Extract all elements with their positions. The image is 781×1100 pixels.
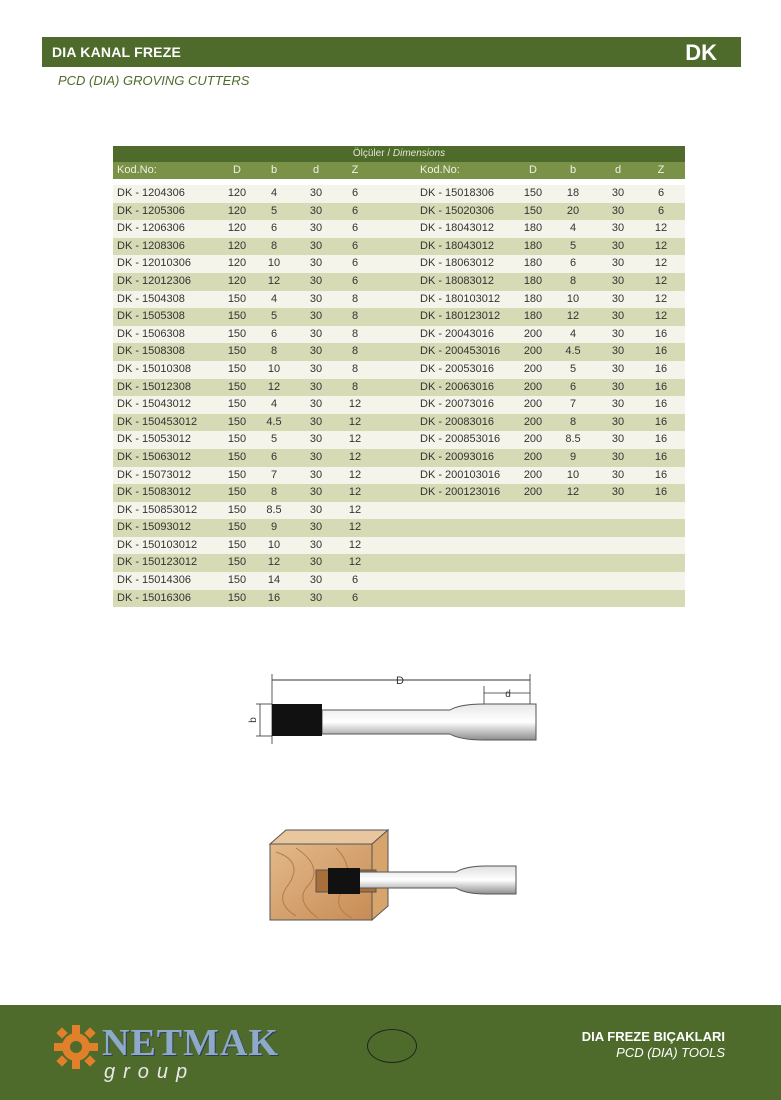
cell-D-right: 150	[523, 187, 543, 199]
cell-b-right: 8.5	[565, 433, 581, 446]
cell-Z: 8	[351, 310, 359, 323]
cutter-dimension-diagram	[240, 668, 540, 748]
cell-D: 150	[227, 556, 247, 569]
table-row	[113, 361, 685, 379]
table-body	[113, 185, 685, 607]
cell-Z-right: 16	[654, 450, 668, 463]
cell-code: DK - 15083012	[117, 486, 191, 499]
cell-D: 150	[227, 362, 247, 375]
cell-b: 9	[270, 521, 278, 534]
cell-D-right: 200	[523, 415, 543, 428]
cell-code: DK - 15063012	[117, 450, 191, 463]
cell-D-right: 200	[523, 450, 543, 463]
page-title: DIA KANAL FREZE	[52, 44, 181, 60]
cell-D: 150	[227, 574, 247, 587]
cell-D: 150	[227, 591, 247, 604]
table-row	[113, 308, 685, 326]
cell-D: 120	[227, 187, 247, 199]
cell-d: 30	[309, 327, 323, 340]
cell-Z-right: 12	[654, 310, 668, 323]
cell-D: 150	[227, 327, 247, 340]
cell-b-right: 8	[569, 274, 577, 287]
cell-d: 30	[309, 556, 323, 569]
cell-D-right: 180	[523, 292, 543, 305]
cell-D: 120	[227, 204, 247, 217]
cell-b: 16	[267, 591, 281, 604]
cell-b-right: 10	[566, 468, 580, 481]
cell-Z-right: 12	[654, 274, 668, 287]
cell-b-right: 4	[569, 327, 577, 340]
cell-d: 30	[309, 574, 323, 587]
table-row	[113, 414, 685, 432]
cell-d: 30	[309, 222, 323, 235]
cell-code: DK - 15073012	[117, 468, 191, 481]
page-subtitle: PCD (DIA) GROVING CUTTERS	[58, 73, 250, 88]
cell-D: 150	[227, 486, 247, 499]
cell-b-right: 18	[566, 187, 580, 199]
cell-d-right: 30	[611, 327, 625, 340]
cell-Z-right: 16	[654, 415, 668, 428]
col-Z: Z	[351, 164, 359, 176]
table-row	[113, 554, 685, 572]
col-b-2: b	[569, 164, 577, 176]
cell-b-right: 6	[569, 380, 577, 393]
cell-code: DK - 15016306	[117, 591, 191, 604]
cell-code-right: DK - 200103016	[420, 468, 501, 481]
cell-Z: 8	[351, 380, 359, 393]
cell-D: 150	[227, 538, 247, 551]
cell-b-right: 8	[569, 415, 577, 428]
table-row	[113, 185, 685, 203]
cell-b: 4	[270, 398, 278, 411]
cell-d: 30	[309, 450, 323, 463]
cell-b: 6	[270, 327, 278, 340]
cell-code-right: DK - 180123012	[420, 310, 501, 323]
table-row	[113, 255, 685, 273]
cell-code-right: DK - 180103012	[420, 292, 501, 305]
cell-d-right: 30	[611, 187, 625, 199]
cell-code: DK - 15093012	[117, 521, 191, 534]
page-number-oval	[367, 1029, 417, 1063]
cell-code: DK - 12012306	[117, 274, 191, 287]
footer-title: DIA FREZE BIÇAKLARI	[581, 1029, 725, 1044]
cell-Z: 12	[348, 433, 362, 446]
cell-D: 150	[227, 380, 247, 393]
cell-code: DK - 1206306	[117, 222, 185, 235]
cell-d: 30	[309, 415, 323, 428]
cell-D: 120	[227, 222, 247, 235]
col-b: b	[270, 164, 278, 176]
cell-b: 8.5	[266, 503, 282, 516]
label-D: D	[396, 675, 404, 687]
dimensions-label-en: Dimensions	[392, 148, 446, 159]
cell-D-right: 200	[523, 468, 543, 481]
cell-b-right: 12	[566, 486, 580, 499]
cell-d-right: 30	[611, 433, 625, 446]
cell-code: DK - 1506308	[117, 327, 185, 340]
cell-b: 6	[270, 222, 278, 235]
cell-code-right: DK - 20063016	[420, 380, 494, 393]
cell-D-right: 200	[523, 380, 543, 393]
cell-d: 30	[309, 310, 323, 323]
table-row	[113, 326, 685, 344]
cell-d-right: 30	[611, 450, 625, 463]
cell-Z-right: 16	[654, 380, 668, 393]
cell-code-right: DK - 15018306	[420, 187, 494, 199]
cell-d: 30	[309, 398, 323, 411]
cell-Z: 6	[351, 274, 359, 287]
cell-Z: 8	[351, 362, 359, 375]
table-row	[113, 431, 685, 449]
cell-d: 30	[309, 274, 323, 287]
cell-D: 150	[227, 450, 247, 463]
cell-D-right: 200	[523, 345, 543, 358]
cell-code: DK - 1508308	[117, 345, 185, 358]
cell-code: DK - 150123012	[117, 556, 198, 569]
col-D: D	[233, 164, 241, 176]
table-row	[113, 203, 685, 221]
company-logo	[52, 1015, 279, 1087]
table-row	[113, 343, 685, 361]
footer-subtitle: PCD (DIA) TOOLS	[616, 1045, 725, 1060]
cell-d: 30	[309, 257, 323, 270]
cell-d-right: 30	[611, 310, 625, 323]
cell-code-right: DK - 200453016	[420, 345, 501, 358]
cell-D: 150	[227, 292, 247, 305]
cell-b-right: 12	[566, 310, 580, 323]
cell-code: DK - 15053012	[117, 433, 191, 446]
table-row	[113, 220, 685, 238]
table-row	[113, 291, 685, 309]
cell-D: 150	[227, 345, 247, 358]
cell-D-right: 200	[523, 486, 543, 499]
cell-d: 30	[309, 204, 323, 217]
gear-icon	[52, 1023, 100, 1071]
cell-code-right: DK - 20053016	[420, 362, 494, 375]
cell-b: 6	[270, 450, 278, 463]
label-d: d	[505, 689, 511, 700]
cell-code: DK - 15010308	[117, 362, 191, 375]
cell-code: DK - 1505308	[117, 310, 185, 323]
cell-code: DK - 150103012	[117, 538, 198, 551]
table-row	[113, 484, 685, 502]
col-code-2: Kod.No:	[420, 164, 460, 176]
cell-d-right: 30	[611, 380, 625, 393]
cell-D-right: 180	[523, 257, 543, 270]
cell-D: 120	[227, 274, 247, 287]
cell-d: 30	[309, 503, 323, 516]
table-row	[113, 502, 685, 520]
cell-d-right: 30	[611, 222, 625, 235]
cell-d-right: 30	[611, 415, 625, 428]
cell-D: 150	[227, 521, 247, 534]
table-row	[113, 273, 685, 291]
cell-b-right: 5	[569, 239, 577, 252]
cell-D: 150	[227, 433, 247, 446]
cell-Z: 12	[348, 398, 362, 411]
cell-d-right: 30	[611, 345, 625, 358]
cell-Z: 6	[351, 204, 359, 217]
cell-b: 8	[270, 239, 278, 252]
cell-b: 4	[270, 187, 278, 199]
cell-Z: 12	[348, 503, 362, 516]
cell-d: 30	[309, 362, 323, 375]
cell-b: 12	[267, 274, 281, 287]
col-D-2: D	[529, 164, 537, 176]
cell-Z-right: 16	[654, 468, 668, 481]
cell-d: 30	[309, 538, 323, 551]
cell-Z-right: 16	[654, 345, 668, 358]
cell-Z: 12	[348, 468, 362, 481]
cell-d-right: 30	[611, 486, 625, 499]
cell-b: 7	[270, 468, 278, 481]
cell-b: 10	[267, 362, 281, 375]
cell-b: 10	[267, 257, 281, 270]
cell-code-right: DK - 200123016	[420, 486, 501, 499]
cell-D-right: 180	[523, 239, 543, 252]
table-row	[113, 537, 685, 555]
cell-D: 120	[227, 257, 247, 270]
cell-b: 8	[270, 345, 278, 358]
cell-Z: 12	[348, 486, 362, 499]
cell-code: DK - 150853012	[117, 503, 198, 516]
cell-b-right: 10	[566, 292, 580, 305]
cell-Z: 6	[351, 187, 359, 199]
cell-code: DK - 1204306	[117, 187, 185, 199]
cell-Z: 8	[351, 292, 359, 305]
cell-b: 14	[267, 574, 281, 587]
cell-D: 150	[227, 468, 247, 481]
cell-D-right: 200	[523, 433, 543, 446]
cell-d-right: 30	[611, 204, 625, 217]
cell-b-right: 4	[569, 222, 577, 235]
cell-b-right: 20	[566, 204, 580, 217]
cell-D: 150	[227, 310, 247, 323]
cell-code: DK - 150453012	[117, 415, 198, 428]
cell-Z-right: 6	[657, 187, 665, 199]
cell-d: 30	[309, 239, 323, 252]
col-code: Kod.No:	[117, 164, 157, 176]
cell-b: 5	[270, 310, 278, 323]
table-row	[113, 449, 685, 467]
cell-d-right: 30	[611, 274, 625, 287]
cell-D-right: 200	[523, 362, 543, 375]
cell-b-right: 9	[569, 450, 577, 463]
cell-D-right: 200	[523, 327, 543, 340]
cell-b-right: 5	[569, 362, 577, 375]
cell-d: 30	[309, 591, 323, 604]
cell-b-right: 4.5	[565, 345, 581, 358]
header-bar	[42, 37, 741, 67]
cell-b: 5	[270, 433, 278, 446]
dimensions-table	[113, 146, 685, 607]
cell-code-right: DK - 20043016	[420, 327, 494, 340]
cell-b: 12	[267, 556, 281, 569]
cell-D-right: 200	[523, 398, 543, 411]
cell-code: DK - 1205306	[117, 204, 185, 217]
cell-Z: 12	[348, 556, 362, 569]
cell-code-right: DK - 20073016	[420, 398, 494, 411]
cell-code-right: DK - 20083016	[420, 415, 494, 428]
cell-Z-right: 16	[654, 362, 668, 375]
cell-D: 120	[227, 239, 247, 252]
dimensions-header: Ölçüler / Dimensions	[113, 146, 685, 162]
cell-D-right: 180	[523, 274, 543, 287]
col-d-2: d	[614, 164, 622, 176]
cell-D-right: 180	[523, 310, 543, 323]
cell-Z: 6	[351, 574, 359, 587]
cell-D: 150	[227, 398, 247, 411]
cell-code-right: DK - 18063012	[420, 257, 494, 270]
logo-name: NETMAK	[102, 1022, 279, 1064]
cell-Z: 6	[351, 239, 359, 252]
logo-sub: group	[104, 1061, 196, 1083]
cell-d: 30	[309, 468, 323, 481]
cell-b-right: 6	[569, 257, 577, 270]
cell-code-right: DK - 15020306	[420, 204, 494, 217]
cell-code: DK - 1208306	[117, 239, 185, 252]
cell-Z-right: 16	[654, 486, 668, 499]
series-code: DK	[685, 40, 717, 65]
cell-Z: 12	[348, 415, 362, 428]
cell-code: DK - 15012308	[117, 380, 191, 393]
cell-Z: 12	[348, 521, 362, 534]
cell-Z-right: 16	[654, 327, 668, 340]
cell-Z-right: 12	[654, 222, 668, 235]
cutter-in-wood-illustration	[266, 828, 526, 924]
cell-d-right: 30	[611, 257, 625, 270]
cell-d-right: 30	[611, 239, 625, 252]
cell-code: DK - 12010306	[117, 257, 191, 270]
cell-Z: 8	[351, 345, 359, 358]
table-row	[113, 396, 685, 414]
cell-b: 10	[267, 538, 281, 551]
table-row	[113, 590, 685, 608]
cell-Z: 6	[351, 222, 359, 235]
column-header-row	[113, 162, 685, 179]
table-row	[113, 519, 685, 537]
cell-D: 150	[227, 503, 247, 516]
cell-d-right: 30	[611, 468, 625, 481]
cell-Z-right: 6	[657, 204, 665, 217]
label-b: b	[248, 717, 259, 723]
cell-code-right: DK - 18043012	[420, 239, 494, 252]
cell-b: 4.5	[266, 415, 282, 428]
cell-b: 4	[270, 292, 278, 305]
col-Z-2: Z	[657, 164, 665, 176]
cell-code-right: DK - 18083012	[420, 274, 494, 287]
table-row	[113, 467, 685, 485]
cell-code-right: DK - 20093016	[420, 450, 494, 463]
cell-d-right: 30	[611, 398, 625, 411]
cell-d: 30	[309, 486, 323, 499]
cell-Z-right: 16	[654, 398, 668, 411]
cell-b: 12	[267, 380, 281, 393]
cell-code-right: DK - 18043012	[420, 222, 494, 235]
cell-D-right: 150	[523, 204, 543, 217]
cell-code-right: DK - 200853016	[420, 433, 501, 446]
table-row	[113, 238, 685, 256]
cell-Z: 8	[351, 327, 359, 340]
cell-Z: 6	[351, 257, 359, 270]
cell-d-right: 30	[611, 362, 625, 375]
cell-D-right: 180	[523, 222, 543, 235]
cell-Z: 12	[348, 450, 362, 463]
cell-b-right: 7	[569, 398, 577, 411]
table-row	[113, 379, 685, 397]
cell-d: 30	[309, 433, 323, 446]
cell-b: 5	[270, 204, 278, 217]
cell-code: DK - 15043012	[117, 398, 191, 411]
cell-Z: 6	[351, 591, 359, 604]
cell-code: DK - 1504308	[117, 292, 185, 305]
cell-Z-right: 12	[654, 292, 668, 305]
cell-d-right: 30	[611, 292, 625, 305]
cell-d: 30	[309, 380, 323, 393]
col-d: d	[312, 164, 320, 176]
cell-Z-right: 16	[654, 433, 668, 446]
footer	[0, 1005, 781, 1100]
cell-d: 30	[309, 292, 323, 305]
cell-Z-right: 12	[654, 239, 668, 252]
cell-code: DK - 15014306	[117, 574, 191, 587]
cell-D: 150	[227, 415, 247, 428]
cell-d: 30	[309, 521, 323, 534]
cell-Z: 12	[348, 538, 362, 551]
cell-b: 8	[270, 486, 278, 499]
table-row	[113, 572, 685, 590]
cell-d: 30	[309, 345, 323, 358]
cell-Z-right: 12	[654, 257, 668, 270]
cell-d: 30	[309, 187, 323, 199]
